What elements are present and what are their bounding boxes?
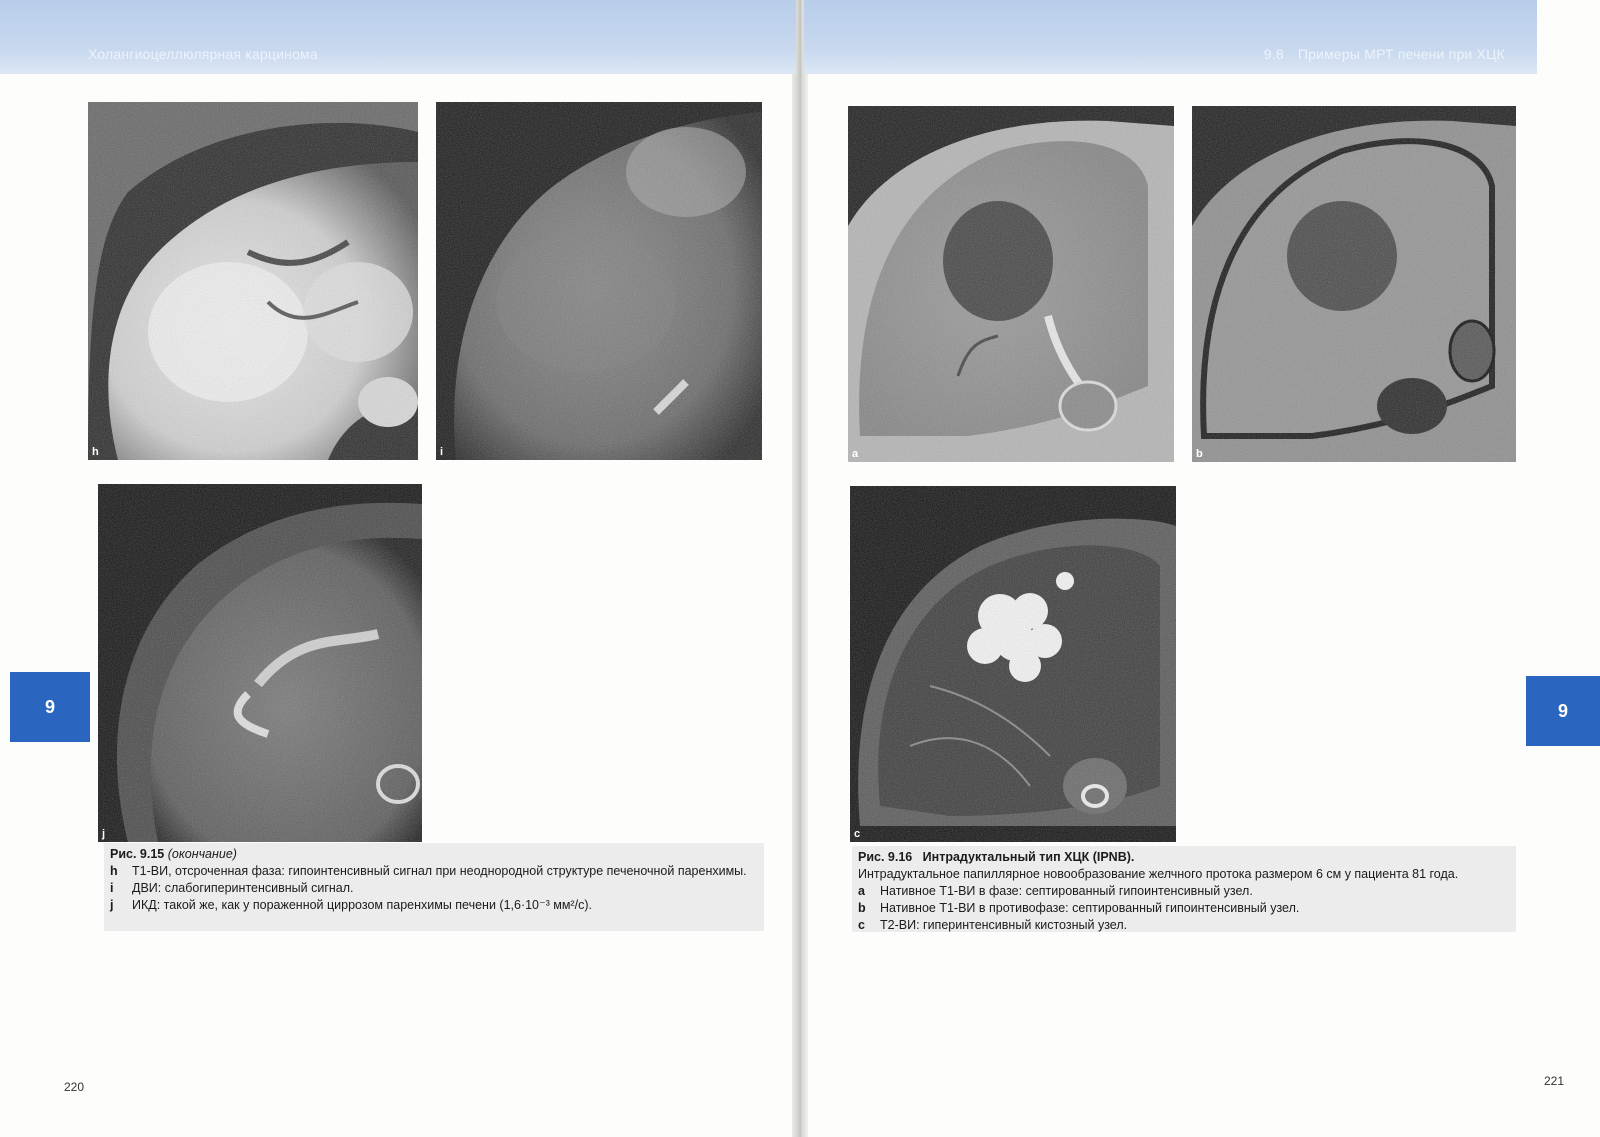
mri-image-c: [850, 486, 1176, 842]
fig-note-left: (окончание): [167, 847, 237, 861]
panel-label-c: c: [854, 828, 861, 840]
caption-item-label: b: [858, 901, 866, 915]
page-number-left: 220: [64, 1080, 85, 1094]
fig-label-left: Рис. 9.15: [110, 847, 165, 861]
panel-label-a: a: [852, 448, 859, 460]
caption-item: [110, 863, 758, 880]
figure-caption-9-16: [852, 846, 1516, 932]
caption-item-text: ИКД: такой же, как у пораженной циррозом паренхимы печени (1,6·10⁻³ мм²/с).: [132, 898, 592, 912]
caption-title-right: [858, 849, 1510, 866]
left-header-band: [0, 0, 796, 74]
mri-image-i: [436, 102, 762, 460]
section-title: Примеры МРТ печени при ХЦК: [1297, 46, 1505, 62]
mri-image-h: [88, 102, 418, 460]
fig-label-right: Рис. 9.16: [858, 850, 913, 864]
book-gutter: [792, 0, 808, 1137]
caption-title-left: [110, 846, 758, 863]
mri-image-a: [848, 106, 1174, 462]
caption-item-text: ДВИ: слабогиперинтенсивный сигнал.: [132, 881, 354, 895]
panel-label-b: b: [1196, 448, 1203, 460]
mri-image-b: [1192, 106, 1516, 462]
caption-item-label: c: [858, 918, 865, 932]
panel-label-j: j: [102, 828, 106, 840]
right-header-band: [804, 0, 1537, 74]
caption-description: Интрадуктальное папиллярное новообразование желчного протока размером 6 см у пациента 81 года.: [858, 867, 1459, 881]
caption-item-label: i: [110, 881, 114, 895]
caption-item-text: T2-ВИ: гиперинтенсивный кистозный узел.: [880, 918, 1128, 932]
panel-label-h: h: [92, 446, 99, 458]
caption-item: [858, 883, 1510, 900]
caption-item-text: Нативное T1-ВИ в противофазе: септированный гипоинтенсивный узел.: [880, 901, 1300, 915]
page-number-right: 221: [1544, 1074, 1565, 1088]
caption-item: [110, 897, 758, 914]
mri-image-j: [98, 484, 422, 842]
panel-label-i: i: [440, 446, 444, 458]
caption-item-label: a: [858, 884, 865, 898]
caption-item-label: h: [110, 864, 118, 878]
section-number: 9.8: [1263, 46, 1284, 62]
running-head-left: Холангиоцеллюлярная карцинома: [88, 46, 318, 62]
caption-item: [858, 900, 1510, 917]
chapter-tab-right: 9: [1526, 676, 1600, 746]
running-head-right: [1264, 46, 1505, 62]
caption-item: [110, 880, 758, 897]
figure-caption-9-15: [104, 843, 764, 931]
fig-title-right: Интрадуктальный тип ХЦК (IPNB).: [922, 850, 1135, 864]
caption-item: [858, 917, 1510, 934]
caption-item-label: j: [110, 898, 114, 912]
caption-item-text: T1-ВИ, отсроченная фаза: гипоинтенсивный сигнал при неоднородной структуре печеночной паренхимы.: [132, 864, 747, 878]
chapter-tab-left: 9: [10, 672, 90, 742]
caption-item-text: Нативное T1-ВИ в фазе: септированный гипоинтенсивный узел.: [880, 884, 1253, 898]
